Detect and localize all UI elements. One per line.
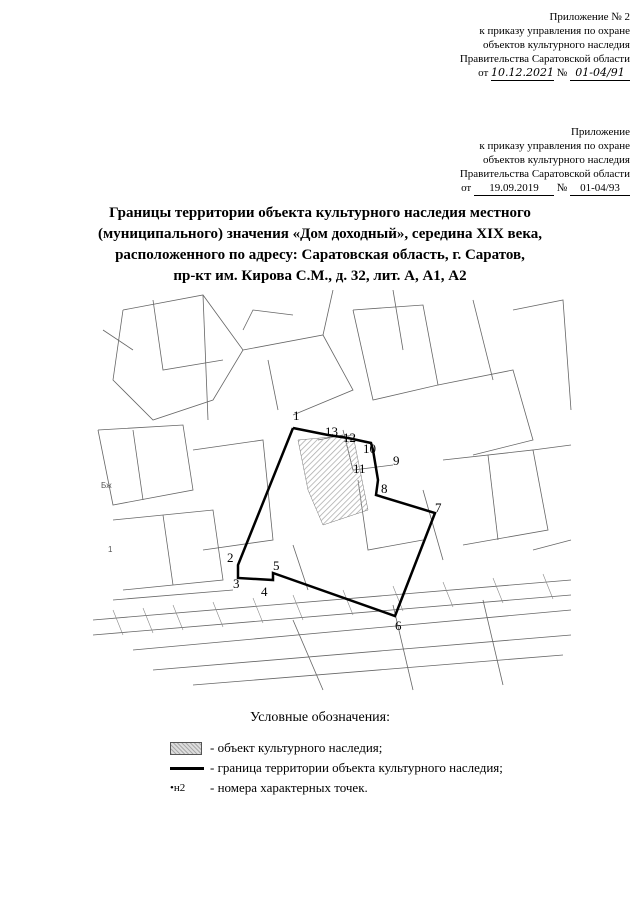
point-label: 2 [227, 550, 234, 565]
point-label: 7 [435, 500, 442, 515]
from-label: от [478, 67, 489, 79]
point-label: 11 [353, 461, 366, 476]
order-date: 19.09.2019 [474, 181, 554, 196]
point-label: 1 [293, 408, 300, 423]
order-number: 01-04/93 [570, 181, 630, 196]
legend-text: - номера характерных точек. [210, 780, 368, 795]
legend-text: - граница территории объекта культурного наследия; [210, 760, 503, 775]
point-label: 6 [395, 618, 402, 633]
background-labels [101, 481, 113, 554]
legend-text: - объект культурного наследия; [210, 740, 383, 755]
appendix-date-line [330, 181, 630, 196]
title-line: Границы территории объекта культурного наследия местного [109, 205, 531, 221]
title-line: (муниципального) значения «Дом доходный», середина XIX века, [98, 226, 542, 242]
map-road-hatching [113, 574, 553, 635]
point-marker-icon: •н2 [170, 782, 186, 794]
number-label: № [556, 67, 568, 79]
appendix-line: Правительства Саратовской области [459, 53, 630, 65]
appendix-line: объектов культурного наследия [483, 39, 630, 51]
number-label: № [556, 182, 568, 194]
title-line: расположенного по адресу: Саратовская область, г. Саратов, [115, 247, 525, 263]
appendix-line: к приказу управления по охране [479, 140, 630, 152]
point-label: 13 [325, 424, 338, 439]
point-label: 10 [363, 441, 376, 456]
cadastral-map [93, 290, 573, 695]
appendix-header-current [300, 10, 630, 81]
map-annotation: Бж [101, 481, 112, 490]
legend-item-boundary [170, 760, 503, 776]
appendix-line: к приказу управления по охране [479, 25, 630, 37]
title-line: пр-кт им. Кирова С.М., д. 32, лит. А, А1, А2 [173, 268, 467, 284]
from-label: от [461, 182, 472, 194]
order-date: 10.12.2021 [491, 66, 554, 79]
hatched-area-icon [170, 742, 202, 755]
appendix-date-line [300, 66, 630, 81]
document-title [70, 203, 570, 287]
bold-line-icon [170, 767, 204, 770]
map-annotation: 1 [108, 545, 113, 554]
appendix-line: объектов культурного наследия [483, 154, 630, 166]
appendix-title: Приложение № 2 [549, 11, 630, 23]
appendix-header-prior [330, 125, 630, 196]
legend-item-points [170, 780, 368, 796]
legend-title: Условные обозначения: [249, 710, 391, 725]
point-label: 9 [393, 453, 400, 468]
heritage-object-area [298, 435, 368, 525]
point-label: 4 [261, 584, 268, 599]
point-label: 12 [343, 430, 356, 445]
appendix-line: Правительства Саратовской области [459, 168, 630, 180]
point-label: 8 [381, 481, 388, 496]
legend-item-heritage-object [170, 740, 382, 756]
order-number: 01-04/91 [570, 66, 630, 81]
point-label: 5 [273, 558, 280, 573]
appendix-title: Приложение [570, 126, 630, 138]
point-label: 3 [233, 576, 240, 591]
